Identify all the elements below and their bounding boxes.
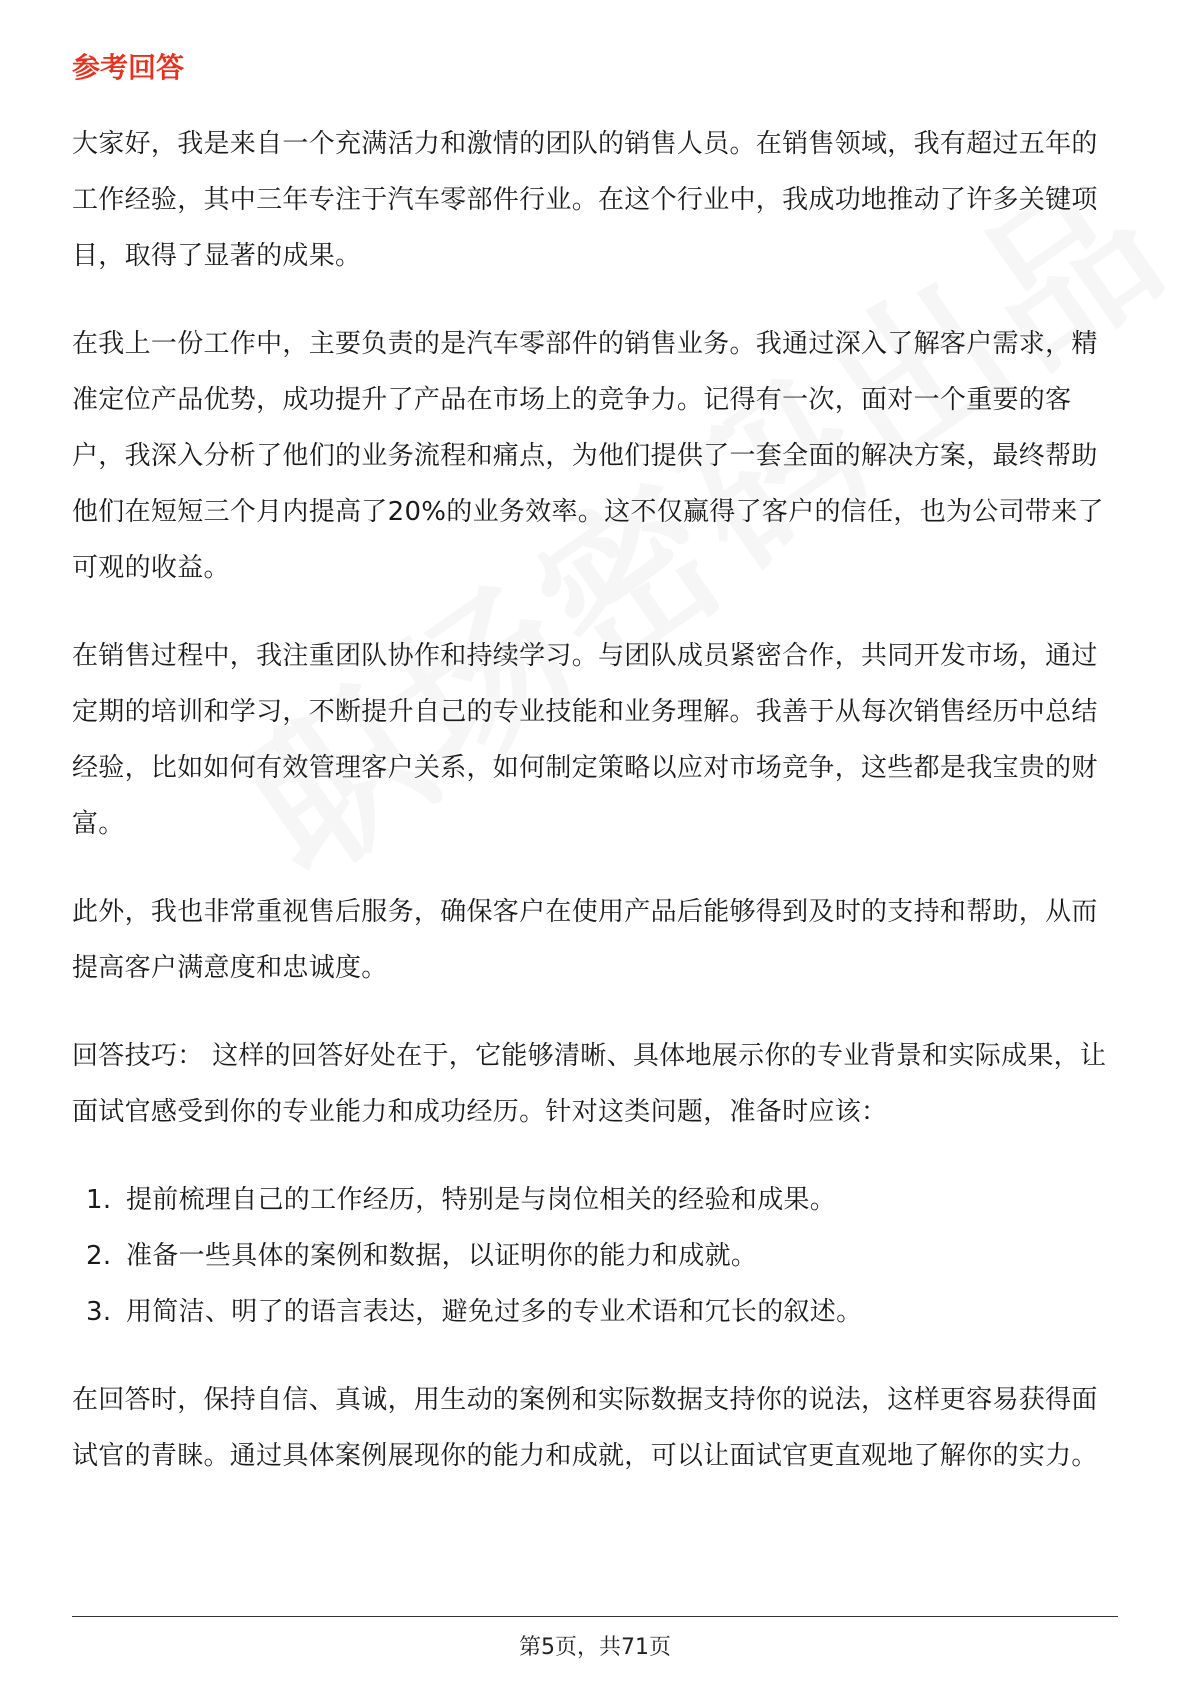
list-item-text: 用简洁、明了的语言表达，避免过多的专业术语和冗长的叙述。 <box>126 1297 863 1327</box>
paragraph-answer-tips: 回答技巧： 这样的回答好处在于，它能够清晰、具体地展示你的专业背景和实际成果，让面试官感受到你的专业能力和成功经历。针对这类问题，准备时应该： <box>72 1041 1107 1127</box>
footer-divider <box>72 1616 1118 1617</box>
list-item <box>86 1228 1118 1284</box>
list-item <box>86 1172 1118 1228</box>
paragraph-previous-job: 在我上一份工作中，主要负责的是汽车零部件的销售业务。我通过深入了解客户需求，精准定位产品优势，成功提升了产品在市场上的竞争力。记得有一次，面对一个重要的客户，我深入分析了他们的业务流程和痛点，为他们提供了一套全面的解决方案，最终帮助他们在短短三个月内提高了20%的业务效率。这不仅赢得了客户的信任，也为公司带来了可观的收益。 <box>72 329 1104 583</box>
list-item-text: 提前梳理自己的工作经历，特别是与岗位相关的经验和成果。 <box>126 1185 837 1215</box>
paragraph-intro: 大家好，我是来自一个充满活力和激情的团队的销售人员。在销售领域，我有超过五年的工作经验，其中三年专注于汽车零部件行业。在这个行业中，我成功地推动了许多关键项目，取得了显著的成果。 <box>72 129 1098 271</box>
list-item-number: 1. <box>86 1185 112 1215</box>
list-item-number: 2. <box>86 1241 112 1271</box>
list-item-number: 3. <box>86 1297 112 1327</box>
list-item <box>86 1284 1118 1340</box>
paragraph-teamwork: 在销售过程中，我注重团队协作和持续学习。与团队成员紧密合作，共同开发市场，通过定期的培训和学习，不断提升自己的专业技能和业务理解。我善于从每次销售经历中总结经验，比如如何有效管理客户关系，如何制定策略以应对市场竞争，这些都是我宝贵的财富。 <box>72 641 1098 839</box>
answer-body <box>72 116 1118 1516</box>
page-number: 第5页，共71页 <box>519 1635 671 1660</box>
tips-list <box>72 1172 1118 1340</box>
paragraph-after-sales: 此外，我也非常重视售后服务，确保客户在使用产品后能够得到及时的支持和帮助，从而提高客户满意度和忠诚度。 <box>72 897 1098 983</box>
section-title: 参考回答 <box>72 51 185 84</box>
list-item-text: 准备一些具体的案例和数据，以证明你的能力和成就。 <box>126 1241 758 1271</box>
paragraph-closing: 在回答时，保持自信、真诚，用生动的案例和实际数据支持你的说法，这样更容易获得面试官的青睐。通过具体案例展现你的能力和成就，可以让面试官更直观地了解你的实力。 <box>72 1385 1098 1471</box>
